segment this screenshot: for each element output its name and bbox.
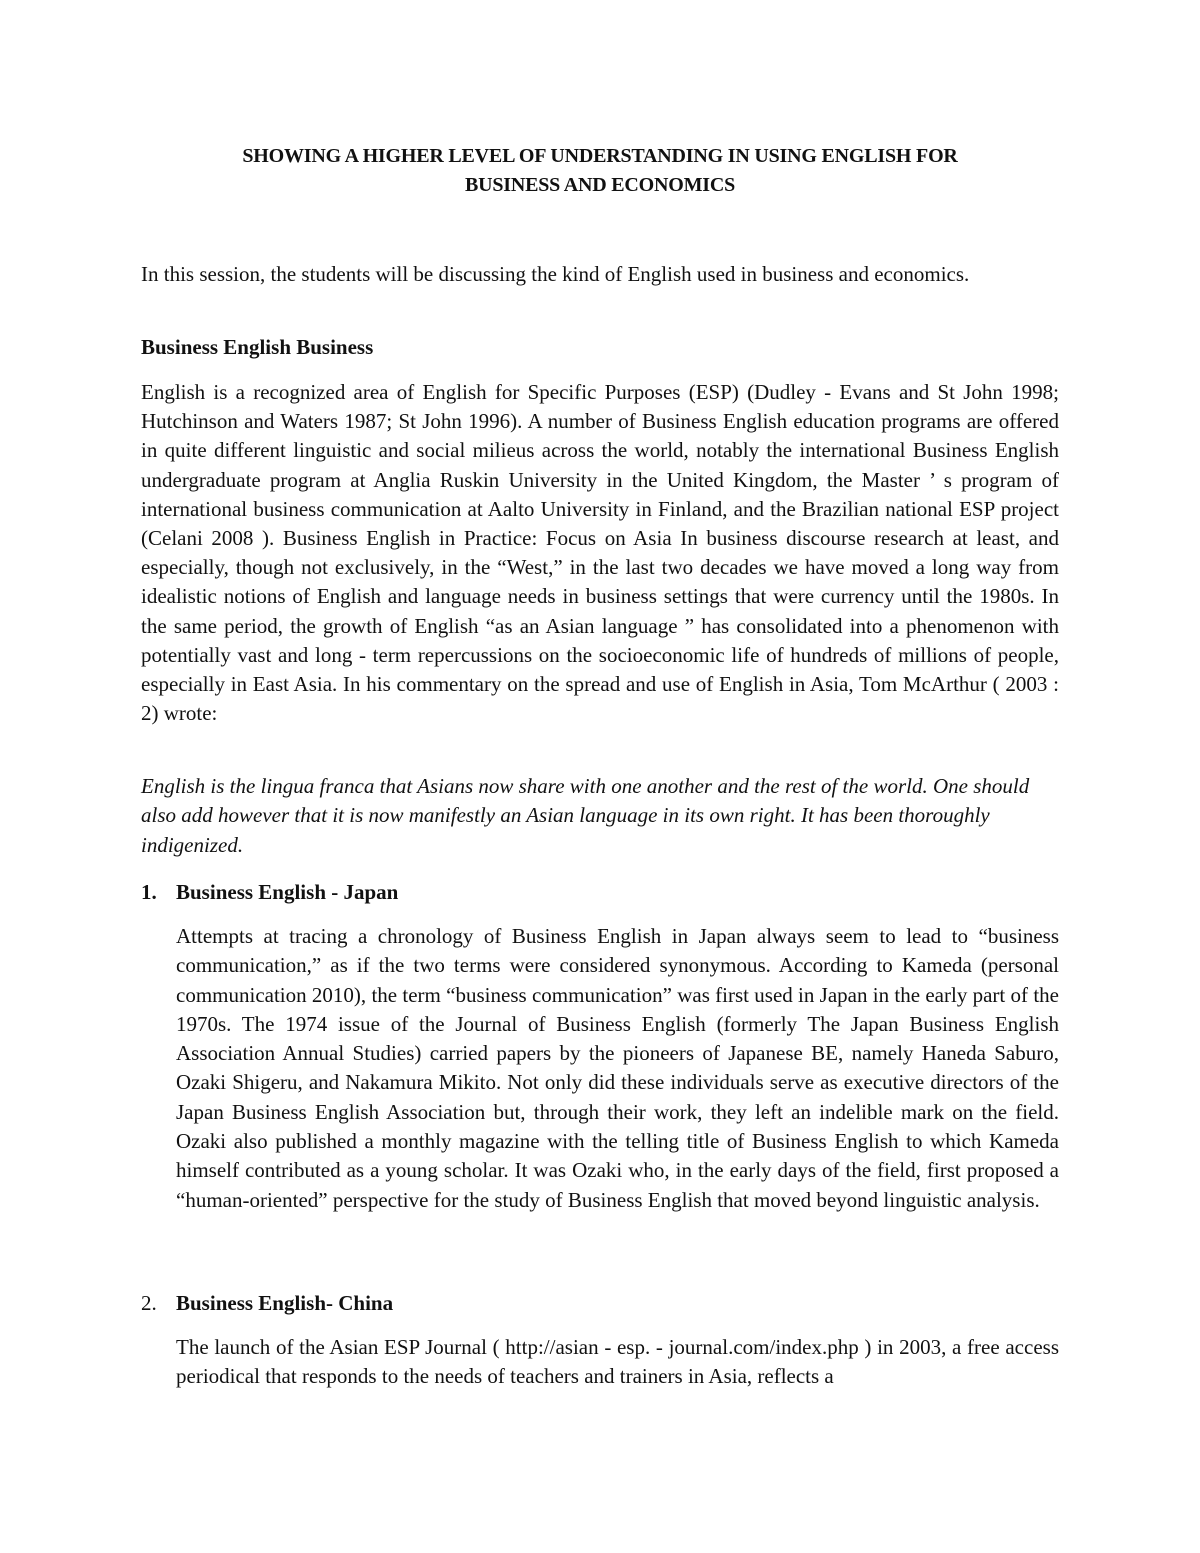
document-title-line-1: SHOWING A HIGHER LEVEL OF UNDERSTANDING IN USING ENGLISH FOR: [242, 145, 958, 167]
section-heading-china: [141, 1289, 393, 1318]
section-heading-japan: [141, 878, 398, 907]
section-heading-business-english: Business English Business: [141, 335, 374, 359]
section-paragraph-japan: Attempts at tracing a chronology of Business English in Japan always seem to lead to “business communication,” as if the two terms were considered synonymous. According to Kameda (personal communication 2010), the term “business communication” was first used in Japan in the early part of the 1970s. The 1974 issue of the Journal of Business English (formerly The Japan Business English Association Annual Studies) carried papers by the pioneers of Japanese BE, namely Haneda Saburo, Ozaki Shigeru, and Nakamura Mikito. Not only did these individuals serve as executive directors of the Japan Business English Association but, through their work, they left an indelible mark on the field. Ozaki also published a monthly magazine with the telling title of Business English to which Kameda himself contributed as a young scholar. It was Ozaki who, in the early days of the field, first proposed a “human-oriented” perspective for the study of Business English that moved beyond linguistic analysis.: [176, 924, 1059, 1212]
intro-paragraph: In this session, the students will be discussing the kind of English used in business and economics.: [141, 262, 970, 286]
section-title: Business English- China: [176, 1291, 394, 1315]
section-number: 1.: [141, 880, 157, 904]
document-title-line-2: BUSINESS AND ECONOMICS: [464, 174, 736, 196]
section-number: 2.: [141, 1291, 157, 1315]
block-quote: English is the lingua franca that Asians now share with one another and the rest of the world. One should also add however that it is now manifestly an Asian language in its own right. It has been thoroughly indigenized.: [141, 774, 1030, 857]
body-paragraph: English is a recognized area of English for Specific Purposes (ESP) (Dudley - Evans and St John 1998; Hutchinson and Waters 1987; St John 1996). A number of Business English education programs are offered in quite different linguistic and social milieus across the world, notably the international Business English undergraduate program at Anglia Ruskin University in the United Kingdom, the Master ’ s program of international business communication at Aalto University in Finland, and the Brazilian national ESP project (Celani 2008 ). Business English in Practice: Focus on Asia In business discourse research at least, and especially, though not exclusively, in the “West,” in the last two decades we have moved a long way from idealistic notions of English and language needs in business settings that were currency until the 1980s. In the same period, the growth of English “as an Asian language ” has consolidated into a phenomenon with potentially vast and long - term repercussions on the socioeconomic life of hundreds of millions of people, especially in East Asia. In his commentary on the spread and use of English in Asia, Tom McArthur ( 2003 : 2) wrote:: [141, 380, 1059, 726]
section-title: Business English - Japan: [176, 880, 399, 904]
section-paragraph-china: The launch of the Asian ESP Journal ( http://asian - esp. - journal.com/index.php ) in 2003, a free access periodical that responds to the needs of teachers and trainers in Asia, reflects a: [176, 1335, 1059, 1389]
document-title: [141, 142, 1059, 200]
document-page: [141, 0, 1059, 1553]
